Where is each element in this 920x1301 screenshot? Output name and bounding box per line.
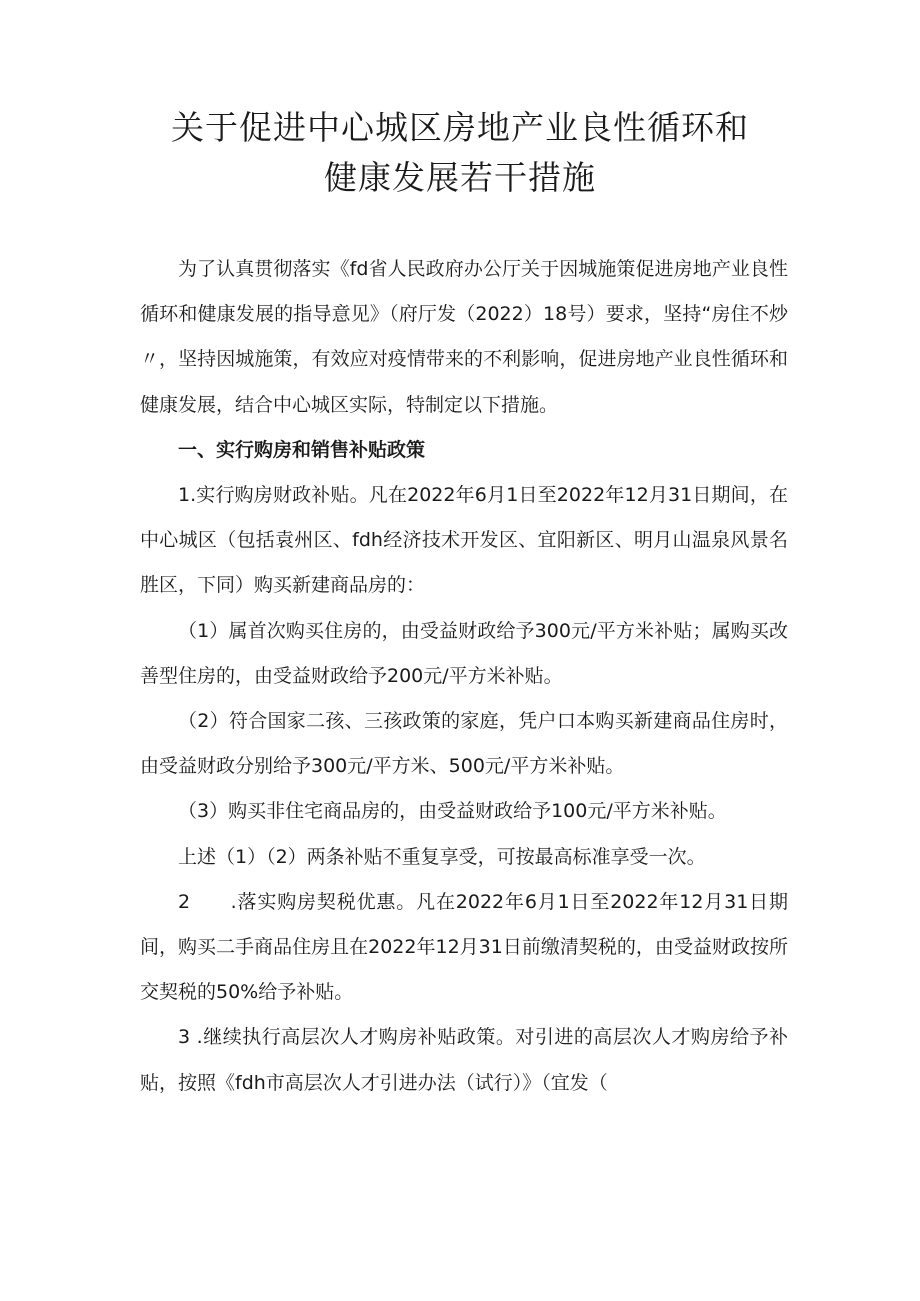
item-1-note-paragraph: 上述（1）（2）两条补贴不重复享受，可按最高标准享受一次。 [178,845,706,868]
section-heading: 一、实行购房和销售补贴政策 [178,438,426,461]
item-1-paragraph: 1.实行购房财政补贴。凡在2022年6月1日至2022年12月31日期间，在中心城区（包括袁州区、fdh经济技术开发区、宜阳新区、明月山温泉风景名胜区，下同）购买新建商品房的： [140,484,788,597]
item-1-sub-2-paragraph: （2）符合国家二孩、三孩政策的家庭，凭户口本购买新建商品住房时，由受益财政分别给予300元/平方米、500元/平方米补贴。 [140,710,788,778]
intro-paragraph: 为了认真贯彻落实《fd省人民政府办公厅关于因城施策促进房地产业良性循环和健康发展的指导意见》（府厅发（2022）18号）要求，坚持“房住不炒〃，坚持因城施策，有效应对疫情带来的不利影响，促进房地产业良性循环和健康发展，结合中心城区实际，特制定以下措施。 [140,258,788,416]
document-title-line-2: 健康发展若干措施 [324,158,596,197]
document-title-line-1: 关于促进中心城区房地产业良性循环和 [171,108,749,147]
item-2-paragraph: 2 .落实购房契税优惠。凡在2022年6月1日至2022年12月31日期间，购买二手商品住房且在2022年12月31日前缴清契税的，由受益财政按所交契税的50%给予补贴。 [140,890,788,1004]
item-1-sub-3-paragraph: （3）购买非住宅商品房的，由受益财政给予100元/平方米补贴。 [178,800,727,823]
item-3-paragraph: 3 .继续执行高层次人才购房补贴政策。对引进的高层次人才购房给予补贴，按照《fdh市高层次人才引进办法（试行）》（宜发（ [140,1026,788,1094]
item-1-sub-1-paragraph: （1）属首次购买住房的，由受益财政给予300元/平方米补贴；属购买改善型住房的，由受益财政给予200元/平方米补贴。 [140,619,788,687]
document-body [140,247,788,1106]
